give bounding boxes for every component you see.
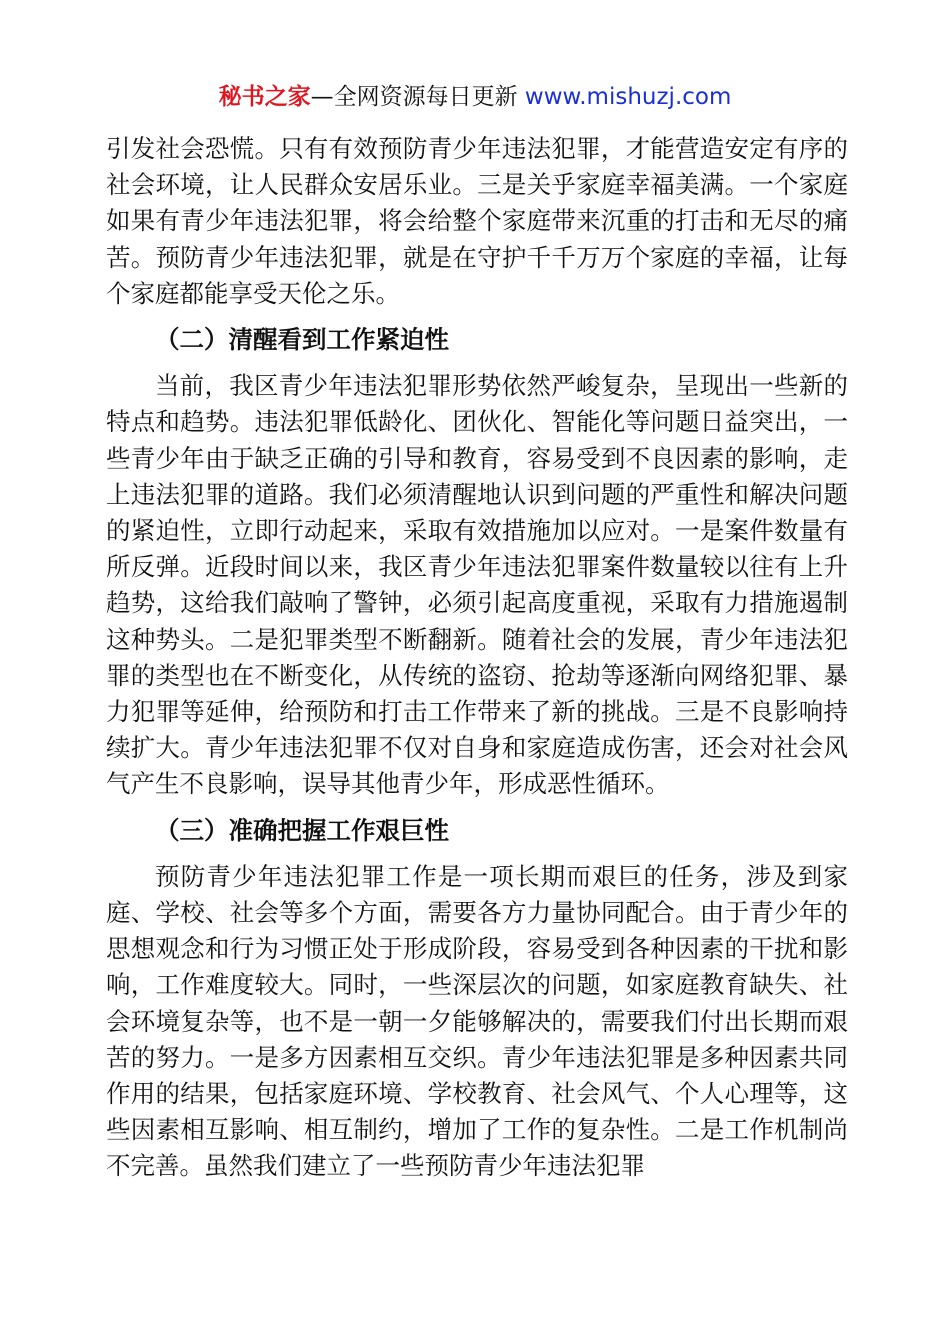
document-body (106, 131, 848, 1185)
page-header (0, 80, 950, 114)
section-heading-3: （三）准确把握工作艰巨性 (155, 815, 449, 845)
header-brand: 秘书之家 (218, 84, 311, 110)
header-tagline: —全网资源每日更新 (310, 84, 525, 110)
paragraph-difficulty: 预防青少年违法犯罪工作是一项长期而艰巨的任务，涉及到家庭、学校、社会等多个方面，需要各方力量协同配合。由于青少年的思想观念和行为习惯正处于形成阶段，容易受到各种因素的干扰和影响，工作难度较大。同时，一些深层次的问题，如家庭教育缺失、社会环境复杂等，也不是一朝一夕能够解决的，需要我们付出长期而艰苦的努力。一是多方因素相互交织。青少年违法犯罪是多种因素共同作用的结果，包括家庭环境、学校教育、社会风气、个人心理等，这些因素相互影响、相互制约，增加了工作的复杂性。二是工作机制尚不完善。虽然我们建立了一些预防青少年违法犯罪 (106, 861, 848, 1181)
section-heading-2: （二）清醒看到工作紧迫性 (155, 325, 449, 355)
header-site-link[interactable]: www.mishuzj.com (524, 84, 732, 110)
paragraph-continued: 引发社会恐慌。只有有效预防青少年违法犯罪，才能营造安定有序的社会环境，让人民群众安居乐业。三是关乎家庭幸福美满。一个家庭如果有青少年违法犯罪，将会给整个家庭带来沉重的打击和无尽的痛苦。预防青少年违法犯罪，就是在守护千千万万个家庭的幸福，让每个家庭都能享受天伦之乐。 (106, 134, 848, 308)
paragraph-urgency: 当前，我区青少年违法犯罪形势依然严峻复杂，呈现出一些新的特点和趋势。违法犯罪低龄化、团伙化、智能化等问题日益突出，一些青少年由于缺乏正确的引导和教育，容易受到不良因素的影响，走上违法犯罪的道路。我们必须清醒地认识到问题的严重性和解决问题的紧迫性，立即行动起来，采取有效措施加以应对。一是案件数量有所反弹。近段时间以来，我区青少年违法犯罪案件数量较以往有上升趋势，这给我们敲响了警钟，必须引起高度重视，采取有力措施遏制这种势头。二是犯罪类型不断翻新。随着社会的发展，青少年违法犯罪的类型也在不断变化，从传统的盗窃、抢劫等逐渐向网络犯罪、暴力犯罪等延伸，给预防和打击工作带来了新的挑战。三是不良影响持续扩大。青少年违法犯罪不仅对自身和家庭造成伤害，还会对社会风气产生不良影响，误导其他青少年，形成恶性循环。 (106, 371, 848, 799)
